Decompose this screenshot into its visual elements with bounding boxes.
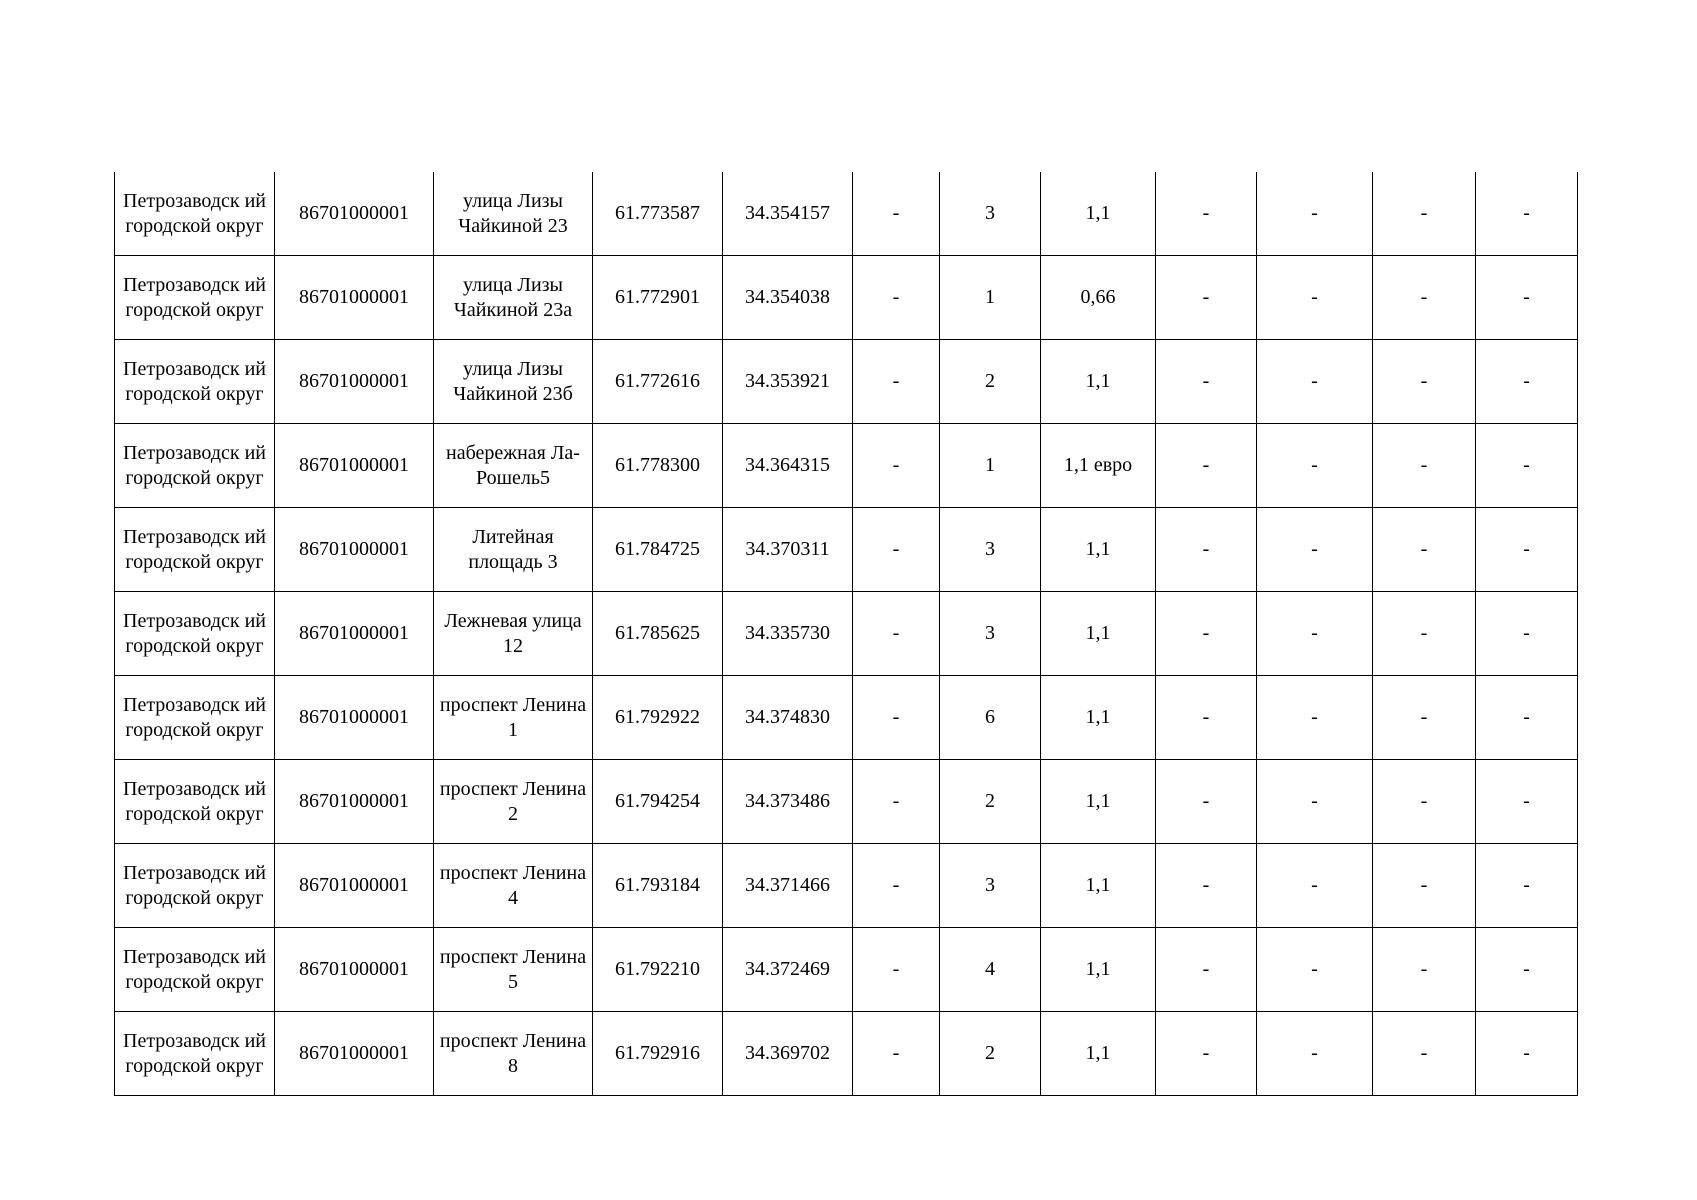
dash-cell: - [1257,760,1373,844]
longitude-cell: 34.369702 [723,1012,853,1096]
address-cell: Литейная площадь 3 [434,508,593,592]
address-cell: проспект Ленина 8 [434,1012,593,1096]
oktmo-code-cell: 86701000001 [275,760,434,844]
longitude-cell: 34.370311 [723,508,853,592]
dash-cell: - [1373,928,1476,1012]
latitude-cell: 61.773587 [593,172,723,256]
dash-cell: - [1156,508,1257,592]
dash-cell: - [853,676,940,760]
dash-cell: - [1373,844,1476,928]
oktmo-code-cell: 86701000001 [275,340,434,424]
latitude-cell: 61.792210 [593,928,723,1012]
longitude-cell: 34.354038 [723,256,853,340]
latitude-cell: 61.792922 [593,676,723,760]
municipality-cell: Петрозаводск ий городской округ [115,928,275,1012]
container-count-cell: 3 [940,508,1041,592]
container-volume-cell: 1,1 евро [1041,424,1156,508]
dash-cell: - [1476,508,1578,592]
container-volume-cell: 1,1 [1041,172,1156,256]
municipality-cell: Петрозаводск ий городской округ [115,844,275,928]
latitude-cell: 61.784725 [593,508,723,592]
municipality-cell: Петрозаводск ий городской округ [115,256,275,340]
dash-cell: - [853,592,940,676]
dash-cell: - [853,424,940,508]
table-row [115,676,1578,760]
container-count-cell: 1 [940,424,1041,508]
municipality-cell: Петрозаводск ий городской округ [115,172,275,256]
municipality-cell: Петрозаводск ий городской округ [115,676,275,760]
longitude-cell: 34.354157 [723,172,853,256]
dash-cell: - [1476,676,1578,760]
dash-cell: - [1156,928,1257,1012]
dash-cell: - [1373,1012,1476,1096]
container-volume-cell: 1,1 [1041,760,1156,844]
dash-cell: - [1476,172,1578,256]
dash-cell: - [853,1012,940,1096]
dash-cell: - [1476,1012,1578,1096]
longitude-cell: 34.371466 [723,844,853,928]
oktmo-code-cell: 86701000001 [275,844,434,928]
longitude-cell: 34.364315 [723,424,853,508]
dash-cell: - [1373,172,1476,256]
dash-cell: - [1156,340,1257,424]
dash-cell: - [1156,760,1257,844]
table-row [115,340,1578,424]
dash-cell: - [853,508,940,592]
table-row [115,760,1578,844]
dash-cell: - [1476,592,1578,676]
dash-cell: - [1476,256,1578,340]
table-row [115,508,1578,592]
municipality-cell: Петрозаводск ий городской округ [115,1012,275,1096]
dash-cell: - [1476,928,1578,1012]
dash-cell: - [1257,676,1373,760]
dash-cell: - [853,928,940,1012]
container-count-cell: 3 [940,844,1041,928]
address-cell: проспект Ленина 1 [434,676,593,760]
oktmo-code-cell: 86701000001 [275,676,434,760]
latitude-cell: 61.794254 [593,760,723,844]
latitude-cell: 61.772901 [593,256,723,340]
latitude-cell: 61.772616 [593,340,723,424]
table-body [115,172,1578,1096]
container-count-cell: 2 [940,340,1041,424]
container-count-cell: 3 [940,592,1041,676]
dash-cell: - [1156,676,1257,760]
container-count-cell: 2 [940,760,1041,844]
dash-cell: - [1373,592,1476,676]
container-count-cell: 6 [940,676,1041,760]
dash-cell: - [1476,760,1578,844]
table-row [115,592,1578,676]
container-volume-cell: 1,1 [1041,1012,1156,1096]
latitude-cell: 61.778300 [593,424,723,508]
table-row [115,256,1578,340]
address-cell: улица Лизы Чайкиной 23 [434,172,593,256]
table-row [115,1012,1578,1096]
dash-cell: - [1257,256,1373,340]
container-volume-cell: 1,1 [1041,340,1156,424]
dash-cell: - [1156,1012,1257,1096]
oktmo-code-cell: 86701000001 [275,592,434,676]
dash-cell: - [1257,592,1373,676]
address-cell: улица Лизы Чайкиной 23а [434,256,593,340]
longitude-cell: 34.335730 [723,592,853,676]
table-row [115,928,1578,1012]
municipality-cell: Петрозаводск ий городской округ [115,592,275,676]
container-count-cell: 3 [940,172,1041,256]
dash-cell: - [1476,340,1578,424]
dash-cell: - [1373,676,1476,760]
dash-cell: - [1257,340,1373,424]
longitude-cell: 34.373486 [723,760,853,844]
table-row [115,172,1578,256]
dash-cell: - [853,172,940,256]
dash-cell: - [1373,256,1476,340]
container-volume-cell: 1,1 [1041,592,1156,676]
longitude-cell: 34.372469 [723,928,853,1012]
dash-cell: - [1373,340,1476,424]
latitude-cell: 61.793184 [593,844,723,928]
dash-cell: - [1156,844,1257,928]
latitude-cell: 61.785625 [593,592,723,676]
table-row [115,844,1578,928]
dash-cell: - [1257,424,1373,508]
municipality-cell: Петрозаводск ий городской округ [115,508,275,592]
oktmo-code-cell: 86701000001 [275,424,434,508]
container-count-cell: 2 [940,1012,1041,1096]
dash-cell: - [1257,844,1373,928]
container-volume-cell: 1,1 [1041,928,1156,1012]
dash-cell: - [1476,424,1578,508]
dash-cell: - [1156,424,1257,508]
oktmo-code-cell: 86701000001 [275,256,434,340]
container-count-cell: 4 [940,928,1041,1012]
municipality-cell: Петрозаводск ий городской округ [115,340,275,424]
dash-cell: - [1257,172,1373,256]
container-volume-cell: 1,1 [1041,508,1156,592]
dash-cell: - [1257,928,1373,1012]
dash-cell: - [853,760,940,844]
dash-cell: - [1476,844,1578,928]
municipality-cell: Петрозаводск ий городской округ [115,424,275,508]
address-cell: улица Лизы Чайкиной 23б [434,340,593,424]
dash-cell: - [853,340,940,424]
container-volume-cell: 0,66 [1041,256,1156,340]
address-cell: набережная Ла-Рошель5 [434,424,593,508]
oktmo-code-cell: 86701000001 [275,1012,434,1096]
dash-cell: - [1156,172,1257,256]
longitude-cell: 34.374830 [723,676,853,760]
dash-cell: - [853,256,940,340]
container-volume-cell: 1,1 [1041,676,1156,760]
container-sites-table [114,172,1578,1096]
address-cell: проспект Ленина 4 [434,844,593,928]
address-cell: проспект Ленина 2 [434,760,593,844]
oktmo-code-cell: 86701000001 [275,928,434,1012]
oktmo-code-cell: 86701000001 [275,508,434,592]
municipality-cell: Петрозаводск ий городской округ [115,760,275,844]
container-count-cell: 1 [940,256,1041,340]
address-cell: проспект Ленина 5 [434,928,593,1012]
latitude-cell: 61.792916 [593,1012,723,1096]
oktmo-code-cell: 86701000001 [275,172,434,256]
dash-cell: - [1373,508,1476,592]
address-cell: Лежневая улица 12 [434,592,593,676]
dash-cell: - [853,844,940,928]
container-volume-cell: 1,1 [1041,844,1156,928]
longitude-cell: 34.353921 [723,340,853,424]
dash-cell: - [1257,508,1373,592]
dash-cell: - [1156,592,1257,676]
dash-cell: - [1257,1012,1373,1096]
dash-cell: - [1373,760,1476,844]
dash-cell: - [1373,424,1476,508]
dash-cell: - [1156,256,1257,340]
table-row [115,424,1578,508]
